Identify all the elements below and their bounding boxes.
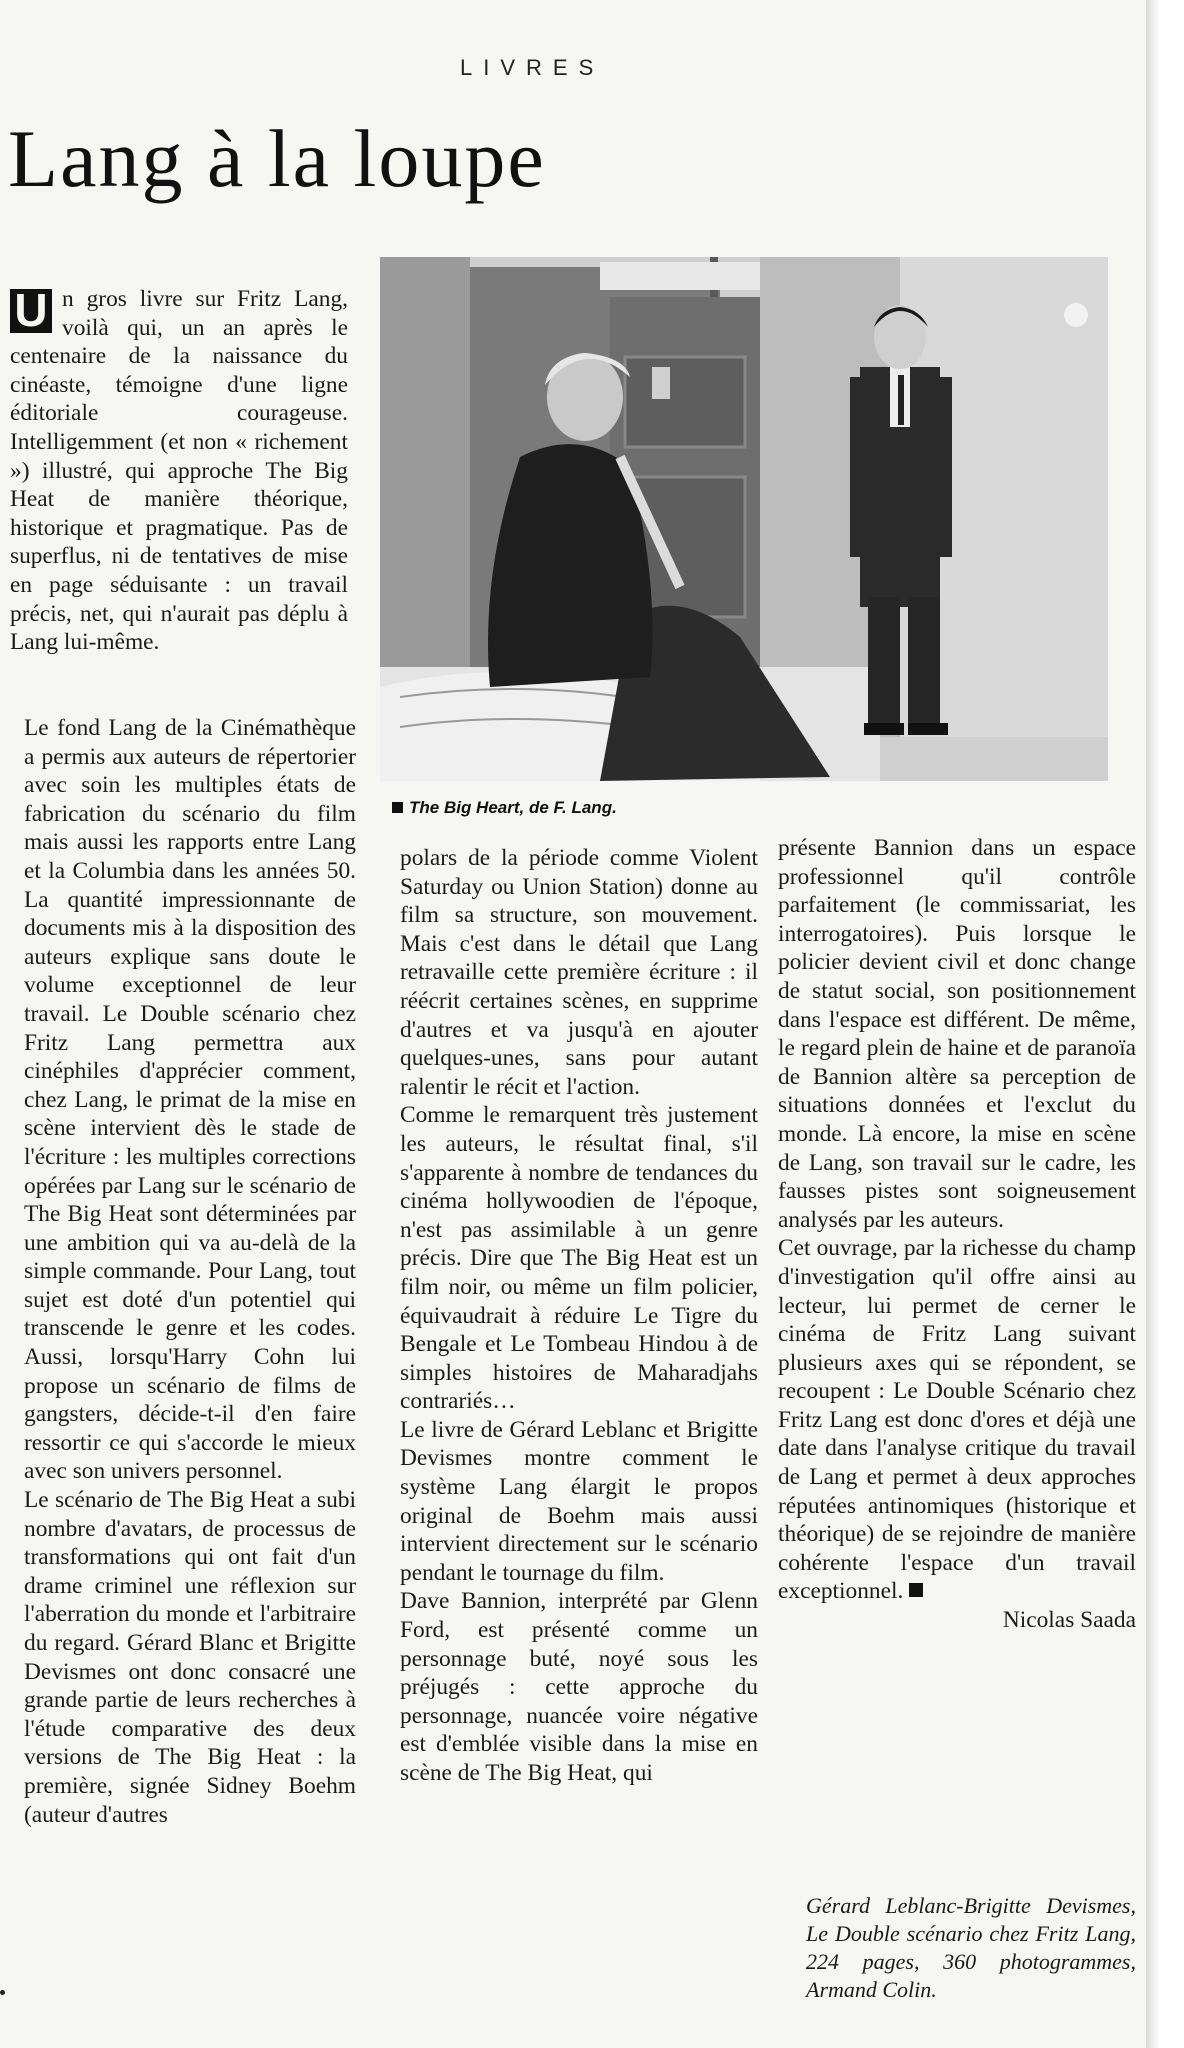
body-paragraph: polars de la période comme Violent Saturday ou Union Station) donne au film sa structure, son mouvement. Mais c'est dans le détail que Lang retravaille cette première écriture : il réécrit certaines scènes, en supprime d'autres et va jusqu'à en ajouter quelques-unes, sans pour autant ralentir le récit et l'action. — [400, 845, 758, 1100]
section-label: LIVRES — [460, 55, 605, 80]
margin-speck — [0, 1990, 5, 1995]
author-byline: Nicolas Saada — [1002, 1607, 1136, 1634]
film-still-photo — [380, 257, 1108, 781]
article-column-2 — [400, 844, 758, 1788]
body-paragraph: présente Bannion dans un espace professionnel qu'il contrôle parfaitement (le commissariat, les interrogatoires). Puis lorsque le policier devient civil et donc change de statut social, son positionnement dans l'espace est différent. De même, le regard plein de haine et de paranoïa de Bannion altère sa perception de situations données et l'exclut du monde. Là encore, la mise en scène de Lang, son travail sur le cadre, les fausses pistes sont soigneusement analysés par les auteurs. — [778, 835, 1136, 1233]
intro-paragraph — [10, 285, 348, 657]
body-paragraph: Le livre de Gérard Leblanc et Brigitte Devismes montre comment le système Lang élargit le propos original de Boehm mais aussi intervient directement sur le scénario pendant le tournage du film. — [400, 1416, 758, 1586]
article-headline: Lang à la loupe — [8, 113, 546, 204]
caption-bullet-icon — [392, 802, 403, 813]
body-paragraph: Dave Bannion, interprété par Glenn Ford, est présenté comme un personnage buté, noyé sous les préjugés : cette approche du personnage, nuancée voire négative est d'emblée visible dans la mise en scène de The Big Heat, qui — [400, 1588, 758, 1786]
body-paragraph: Le fond Lang de la Cinémathèque a permis aux auteurs de répertorier avec soin les multiples états de fabrication du scénario du film mais aussi les rapports entre Lang et la Columbia dans les années 50. La quantité impressionnante de documents mis à la disposition des auteurs explique sans doute le volume exceptionnel de leur travail. Le Double scénario chez Fritz Lang permettra aux cinéphiles d'apprécier comment, chez Lang, le primat de la mise en scène intervient dès le stade de l'écriture : les multiples corrections opérées par Lang sur le scénario de The Big Heat sont déterminées par une ambition qui va au-delà de la simple commande. Pour Lang, tout sujet est doté d'un potentiel qui transcende le genre et les codes. Aussi, lorsqu'Harry Cohn lui propose un scénario de films de gangsters, décide-t-il d'en faire ressortir ce qui s'accorde le mieux avec son univers personnel. — [24, 715, 356, 1485]
intro-text: n gros livre sur Fritz Lang, voilà qui, un an après le centenaire de la naissance du cinéaste, témoigne d'une ligne éditoriale courageuse. Intelligemment (et non « richement ») illustré, qui approche The Big Heat de manière théorique, historique et pragmatique. Pas de superflus, ni de tentatives de mise en page séduisante : un travail précis, net, qui n'aurait pas déplu à Lang lui-même. — [10, 286, 348, 656]
body-paragraph: Comme le remarquent très justement les auteurs, le résultat final, s'il s'apparente à nombre de tendances du cinéma hollywoodien de l'époque, n'est pas assimilable à un genre précis. Dire que The Big Heat est un film noir, ou même un film policier, équivaudrait à réduire Le Tigre du Bengale et Le Tombeau Hindou à de simples histoires de Maharadjahs contrariés… — [400, 1102, 758, 1415]
book-credits: Gérard Leblanc-Brigitte Devismes, Le Double scénario chez Fritz Lang, 224 pages, 360 photogrammes, Armand Colin. — [806, 1893, 1136, 2002]
end-mark-icon — [909, 1583, 923, 1597]
drop-cap: U — [10, 289, 52, 333]
article-column-1-intro — [10, 285, 348, 657]
closing-text: Cet ouvrage, par la richesse du champ d'investigation qu'il offre ainsi au lecteur, lui permet de cerner le cinéma de Fritz Lang suivant plusieurs axes qui se répondent, se recoupent : Le Double Scénario chez Fritz Lang est donc d'ores et déjà une date dans l'analyse critique du travail de Lang et permet à deux approches réputées antinomiques (historique et théorique) de se rejoindre de manière cohérente l'espace d'un travail exceptionnel. — [778, 1235, 1136, 1605]
photo-caption-text: The Big Heart, de F. Lang. — [409, 798, 617, 817]
article-column-1 — [24, 714, 356, 1829]
closing-paragraph — [778, 1234, 1136, 1606]
film-still-illustration — [380, 257, 1108, 781]
photo-caption — [392, 798, 617, 818]
article-column-3 — [778, 834, 1136, 1635]
page-edge — [1146, 0, 1184, 2048]
body-paragraph: Le scénario de The Big Heat a subi nombre d'avatars, de processus de transformations qui ont fait d'un drame criminel une réflexion sur l'aberration du monde et l'arbitraire du regard. Gérard Blanc et Brigitte Devismes ont donc consacré une grande partie de leurs recherches à l'étude comparative des deux versions de The Big Heat : la première, signée Sidney Boehm (auteur d'autres — [24, 1487, 356, 1828]
